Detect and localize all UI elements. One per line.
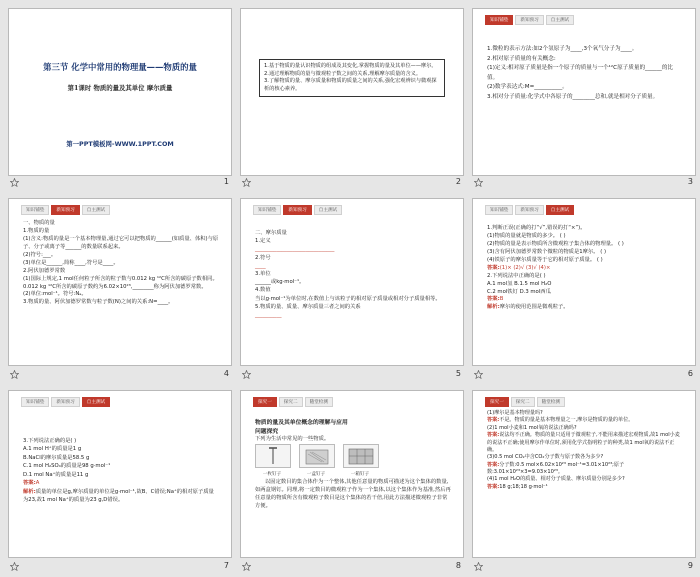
tab-explore-2: 探究二 <box>511 397 535 407</box>
nail-crate-image <box>343 444 379 468</box>
slide-body <box>487 410 683 491</box>
text-line: 1.微粒的表示方法:如2个氢原子为____,3个氧气分子为____。 <box>487 46 638 52</box>
intro-text: 下列为生活中常见的一些物质。 <box>255 436 330 443</box>
nail-image <box>255 444 291 468</box>
text-line: 3.物质的量、阿伏加德罗常数与粒子数(N)之间的关系:N=____。 <box>23 299 174 306</box>
text-line: 一、物质的量 <box>23 220 55 226</box>
section-subheading: 问题探究 <box>255 428 279 435</box>
tab-knowledge: 知识铺垫 <box>485 205 513 215</box>
text-line: 2.下列说法中正确的是( ) <box>487 272 546 279</box>
image-cell <box>255 444 289 479</box>
analysis-label: 解析: <box>23 488 36 495</box>
slide-tabs <box>485 205 574 215</box>
slide-label-4 <box>8 369 232 381</box>
text-line: (1)定义:相对原子质量是指一个原子的质量与一个¹²C原子质量的______的比值。 <box>487 65 674 81</box>
text-line: 3.单位 <box>255 271 271 278</box>
text-line: 3.下列说法正确的是( ) <box>23 438 77 444</box>
slide-title: 第三节 化学中常用的物理量——物质的量 <box>43 62 197 72</box>
text-line: C.1 mol H₂SO₄的质量是98 g·mol⁻¹ <box>23 463 111 470</box>
analysis-line <box>487 304 683 312</box>
tab-knowledge: 知识铺垫 <box>485 15 513 25</box>
answer-text: 18 g;18;18 g·mol⁻¹ <box>499 483 548 490</box>
nail-box-image <box>299 444 335 468</box>
text-line: (3)含有阿伏加德罗常数个微粒的物质是1摩尔。 ( ) <box>487 248 607 255</box>
answer-label: 答案: <box>487 417 500 424</box>
slide-transition-icon <box>242 370 251 379</box>
slide-body <box>23 437 219 505</box>
text-line: (2)符号:___。 <box>23 251 57 258</box>
text-line: ______________________________ <box>255 246 335 253</box>
slide-tabs <box>21 397 110 407</box>
answer-text: 不是。物质的量是基本物理量之一,摩尔是物质的量的单位。 <box>499 417 634 424</box>
analysis-label: 解析: <box>487 304 500 311</box>
analysis-line <box>23 488 219 505</box>
slide-footer: 第一PPT模板网-WWW.1PPT.COM <box>66 140 174 148</box>
slide-body <box>487 225 683 312</box>
text-line: ______或kg·mol⁻¹。 <box>255 279 305 286</box>
text-line: (2)单位:mol⁻¹。符号:Nₐ。 <box>23 291 87 298</box>
answer-text: B <box>499 296 504 303</box>
slide-thumbnail-9[interactable] <box>472 390 696 558</box>
slide-transition-icon <box>10 370 19 379</box>
slide-thumbnail-6[interactable] <box>472 198 696 366</box>
answer-label: 答案: <box>487 483 500 490</box>
answer-label: 答案: <box>487 264 500 271</box>
tab-selftest: 自主测试 <box>82 397 110 407</box>
slide-number: 9 <box>687 561 693 570</box>
tab-explore-1: 探究一 <box>485 397 509 407</box>
tab-selftest: 自主测试 <box>314 205 342 215</box>
objectives-box <box>259 59 445 97</box>
tab-knowledge: 知识铺垫 <box>21 397 49 407</box>
text-line: 当以g·mol⁻¹为单位时,在数值上与该粒子的相对原子质量或相对分子质量相等。 <box>255 295 441 302</box>
slide-label-8 <box>240 561 464 573</box>
text-line: 2.阿伏加德罗常数 <box>23 267 66 274</box>
answer-line <box>487 484 683 491</box>
slide-number: 7 <box>223 561 229 570</box>
text-line: (1)含义:物质的量是一个基本物理量,通过它可以把物质的______(如质量、体积)与原子、分子或离子等______的数量联系起来。 <box>23 235 219 250</box>
slide-number: 8 <box>455 561 461 570</box>
slide-transition-icon <box>474 178 483 187</box>
slide-number: 1 <box>223 177 229 186</box>
slide-number: 5 <box>455 369 461 378</box>
slide-thumbnail-1[interactable] <box>8 8 232 176</box>
analysis-text: 摩尔的使用范围是微观粒子。 <box>499 304 569 311</box>
slide-transition-icon <box>242 562 251 571</box>
text-line: (4)铁原子的摩尔质量等于它的相对原子质量。 ( ) <box>487 256 603 263</box>
answer-label: 答案: <box>487 432 500 439</box>
tab-preview: 新知预习 <box>51 397 79 407</box>
answer-text: A <box>35 480 40 487</box>
answer-label: 答案: <box>487 461 500 468</box>
objective-line: 3.了解物质的量、摩尔质量和物质的质量之间的关系,强化宏观辨识与微观探析的核心素养。 <box>264 78 437 92</box>
slide-body <box>255 229 451 319</box>
image-label: 一箱钉子 <box>350 472 370 478</box>
tab-preview: 新知预习 <box>515 15 543 25</box>
slide-label-5 <box>240 369 464 381</box>
tab-preview: 新知预习 <box>515 205 543 215</box>
slide-tabs <box>253 397 333 407</box>
slide-label-9 <box>472 561 696 573</box>
slide-tabs <box>21 205 110 215</box>
tab-explore-1: 探究一 <box>253 397 277 407</box>
answer-line <box>487 265 683 273</box>
text-line: 4.数值 <box>255 287 271 294</box>
tab-preview: 新知预习 <box>283 205 311 215</box>
slide-label-1 <box>8 177 232 189</box>
slide-number: 2 <box>455 177 461 186</box>
slide-label-3 <box>472 177 696 189</box>
paragraph-text: 以固定数目的集合体作为一个整体,其他任意量的物质可描述为这个集体的数量,如两盒钢钉。同理,将一定数目的微观粒子作为一个集体,以这个集体作为基准,然后再任意量的物质所含有微观粒子数目是这个集体的若干倍,用此方法描述微观粒子非常方便。 <box>255 479 451 509</box>
text-line: 二、摩尔质量 <box>255 230 287 236</box>
tab-preview: 新知预习 <box>51 205 79 215</box>
image-label: 一盒钉子 <box>306 472 326 478</box>
answer-text: 分子数:0.5 mol×6.02×10²³ mol⁻¹=3.01×10²³;原子数:3.01×10²³×3=9.03×10²³。 <box>487 461 625 475</box>
slide-thumbnail-2[interactable] <box>240 8 464 176</box>
slide-thumbnail-8[interactable] <box>240 390 464 558</box>
tab-explore-2: 探究二 <box>279 397 303 407</box>
slide-number: 3 <box>687 177 693 186</box>
slide-transition-icon <box>474 370 483 379</box>
text-line: ____ <box>255 262 266 269</box>
text-line: __________ <box>255 312 282 319</box>
text-line: 2.相对原子质量的有关概念: <box>487 55 556 62</box>
tab-quiz: 随堂检测 <box>305 397 333 407</box>
question-line: (4)1 mol H₂O的质量、相对分子质量、摩尔质量分别是多少? <box>487 476 625 483</box>
slide-number: 4 <box>223 369 229 378</box>
tab-selftest: 自主测试 <box>546 205 574 215</box>
slide-thumbnail-7[interactable] <box>8 390 232 558</box>
answer-text: (1)× (2)√ (3)√ (4)× <box>499 264 551 271</box>
question-line: (1)摩尔是基本物理量吗? <box>487 410 543 416</box>
answer-line <box>487 432 683 454</box>
answer-line <box>487 417 683 424</box>
image-cell <box>343 444 377 479</box>
slide-number: 6 <box>687 369 693 378</box>
objective-line: 1.基于物质的量认识物质的组成及其变化,掌握物质的量及其单位——摩尔。 <box>264 63 437 69</box>
image-label: 一枚钉子 <box>262 472 282 478</box>
slide-label-6 <box>472 369 696 381</box>
text-line: (2)物质的量是表示物质所含微观粒子集合体的物理量。 ( ) <box>487 240 624 247</box>
image-row <box>255 444 451 479</box>
answer-line <box>23 479 219 487</box>
text-line: 2.符号 <box>255 254 271 261</box>
answer-line <box>487 462 683 477</box>
text-line: A.1 mol氢 B.1.5 mol H₂O <box>487 280 552 287</box>
tab-selftest: 自主测试 <box>82 205 110 215</box>
slide-label-2 <box>240 177 464 189</box>
text-line: (2)数学表达式:M=__________。 <box>487 84 568 90</box>
question-line: (2)1 mol小麦和1 mol氧的说法正确吗? <box>487 424 577 431</box>
text-line: 1.判断正误(正确的打“√”,错误的打“×”)。 <box>487 225 586 231</box>
analysis-text: 质量的单位是g,摩尔质量的单位是g·mol⁻¹,故B、C错误;Na⁺的相对原子质量为23,故1 mol Na⁺的质量为23 g,D错误。 <box>23 488 214 504</box>
text-line: 1.定义 <box>255 238 271 245</box>
text-line: (1)物质的量就是物质的多少。 ( ) <box>487 232 566 239</box>
slide-transition-icon <box>10 562 19 571</box>
slide-label-7 <box>8 561 232 573</box>
slide-transition-icon <box>242 178 251 187</box>
slide-transition-icon <box>10 178 19 187</box>
slide-body <box>487 45 683 102</box>
text-line: B.NaCl的摩尔质量是58.5 g <box>23 454 90 461</box>
slide-thumbnail-3[interactable] <box>472 8 696 176</box>
slide-thumbnail-4[interactable] <box>8 198 232 366</box>
slide-transition-icon <box>474 562 483 571</box>
slide-subtitle: 第1课时 物质的量及其单位 摩尔质量 <box>67 84 173 92</box>
tab-selftest: 自主测试 <box>546 15 574 25</box>
text-line: D.1 mol Na⁺的质量是11 g <box>23 471 89 478</box>
question-line: (3)0.5 mol CO₂中含CO₂分子数与原子数各为多少? <box>487 454 604 461</box>
section-heading: 物质的量及其单位概念的理解与应用 <box>255 420 348 426</box>
text-line: (3)单位是______,简称____,符号是____。 <box>23 259 119 266</box>
tab-knowledge: 知识铺垫 <box>21 205 49 215</box>
answer-text: 说法均不正确。物质的量只适用于微观粒子,不能用来描述宏观物质,故1 mol小麦的说法不正确;使用摩尔作单位时,须用化学式指明粒子的种类,故1 mol氧的说法不正确。 <box>487 432 680 453</box>
slide-body <box>255 419 451 511</box>
tab-knowledge: 知识铺垫 <box>253 205 281 215</box>
answer-label: 答案: <box>487 296 500 303</box>
slide-tabs <box>253 205 342 215</box>
slide-tabs <box>485 397 565 407</box>
answer-label: 答案: <box>23 480 36 487</box>
slide-body <box>23 220 219 307</box>
text-line: 3.相对分子质量:化学式中各原子的________总和,就是相对分子质量。 <box>487 93 659 100</box>
slide-tabs <box>485 15 574 25</box>
text-line: C.2 mol铁钉 D.3 mol西瓜 <box>487 288 551 295</box>
text-line: A.1 mol H⁺的质量是1 g <box>23 446 82 453</box>
objective-line: 2.通过理解物质的量与微观粒子数之间的关系,理解摩尔质量的含义。 <box>264 70 422 77</box>
image-cell <box>299 444 333 479</box>
slide-thumbnail-5[interactable] <box>240 198 464 366</box>
text-line: (1)国际上规定,1 mol任何粒子所含的粒子数与0.012 kg ¹²C所含的碳原子数相同。0.012 kg ¹²C所含的碳原子数约为6.02×10²³,________称为阿伏加德罗常数。 <box>23 275 218 290</box>
text-line: 1.物质的量 <box>23 227 50 234</box>
text-line: 5.物质的量、质量、摩尔质量三者之间的关系 <box>255 303 361 310</box>
tab-quiz: 随堂检测 <box>537 397 565 407</box>
